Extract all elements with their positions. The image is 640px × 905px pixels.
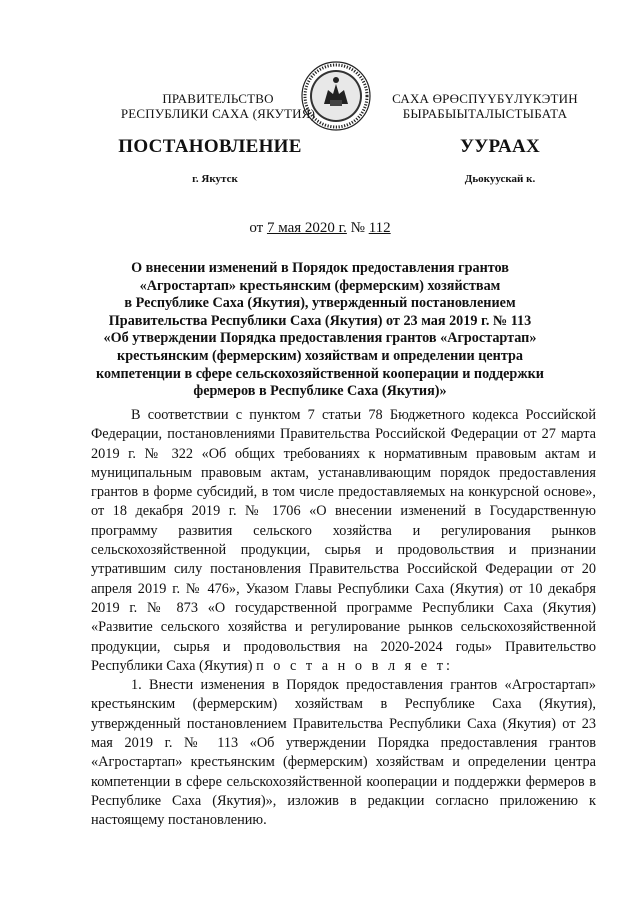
government-name-sah-line2: БЫРАБЫЫТАЛЫСТЫБАТА [402, 106, 568, 121]
government-name-ru-line1: ПРАВИТЕЛЬСТВО [162, 91, 274, 106]
title-line: О внесении изменений в Порядок предоставления грантов [131, 260, 509, 276]
document-title [90, 260, 550, 401]
title-line: крестьянским (фермерским) хозяйствам и определении центра [117, 347, 523, 364]
city-ru: г. Якутск [192, 173, 238, 185]
government-name-ru [118, 91, 318, 121]
title-line: фермеров в Республике Саха (Якутия)» [193, 383, 447, 400]
government-name-sah [380, 91, 590, 121]
coat-of-arms-emblem [300, 60, 372, 132]
title-line: компетенции в сфере сельскохозяйственной кооперации и поддержки [96, 365, 544, 382]
date-number-line [0, 220, 640, 237]
government-name-sah-line1: САХА ӨРӨСПҮҮБҮЛҮКЭТИН [392, 91, 578, 106]
body-paragraph-item-1: 1. Внести изменения в Порядок предоставления грантов «Агростартап» крестьянским (фермерским) хозяйствам в Республике Саха (Якутия), утвержденный постановлением Правительства Республики Саха (Якутия) от 23 мая 2019 г. № 113 «Об утверждении Порядка предоставления грантов «Агростартап» крестьянским (фермерским) хозяйствам и определении центра компетенции в сфере сельскохозяйственной кооперации и поддержки фермеров в Республике Саха (Якутия)», изложив в редакции согласно приложению к настоящему постановлению. [91, 677, 596, 829]
body-paragraph-preamble [91, 406, 596, 676]
city-sah: Дьокуускай к. [464, 173, 536, 185]
resolves-word: п о с т а н о в л я е т: [256, 657, 453, 674]
preamble-text: В соответствии с пунктом 7 статьи 78 Бюджетного кодекса Российской Федерации, постановлениями Правительства Российской Федерации от 27 марта 2019 г. № 322 «Об общих требованиях к нормативным правовым актам и муниципальным правовым актам, устанавливающим порядок предоставления грантов в форме субсидий, в том числе предоставляемых на конкурсной основе», от 18 декабря 2019 г. № 1706 «О внесении изменений в Государственную программу развития сельского хозяйства и регулирования рынков сельскохозяйственной продукции, сырья и продовольствия и признании утратившим силу постановления Правительства Российской Федерации от 20 апреля 2019 г. № 476», Указом Главы Республики Саха (Якутия) от 10 декабря 2019 г. № 873 «О государственной программе Республики Саха (Якутия) «Развитие сельского хозяйства и регулирование рынков сельскохозяйственной продукции, сырья и продовольствия на 2020-2024 годы» Правительство Республики Саха (Якутия) [91, 407, 596, 674]
doc-type-ru: ПОСТАНОВЛЕНИЕ [118, 136, 302, 157]
number-sign: № [350, 220, 365, 236]
title-line: «Агростартап» крестьянским (фермерским) хозяйствам [139, 277, 501, 294]
document-date: 7 мая 2020 г. [266, 220, 347, 236]
document-body [91, 406, 596, 831]
date-prefix: от [249, 220, 264, 236]
doc-type-sah: УУРААХ [459, 136, 541, 157]
title-line: Правительства Республики Саха (Якутия) от 23 мая 2019 г. № 113 [108, 312, 532, 329]
government-name-ru-line2: РЕСПУБЛИКИ САХА (ЯКУТИЯ) [120, 106, 316, 121]
document-number: 112 [368, 220, 391, 236]
title-line: «Об утверждении Порядка предоставления грантов «Агростартап» [103, 330, 537, 347]
title-line: в Республике Саха (Якутия), утвержденный постановлением [124, 295, 516, 312]
